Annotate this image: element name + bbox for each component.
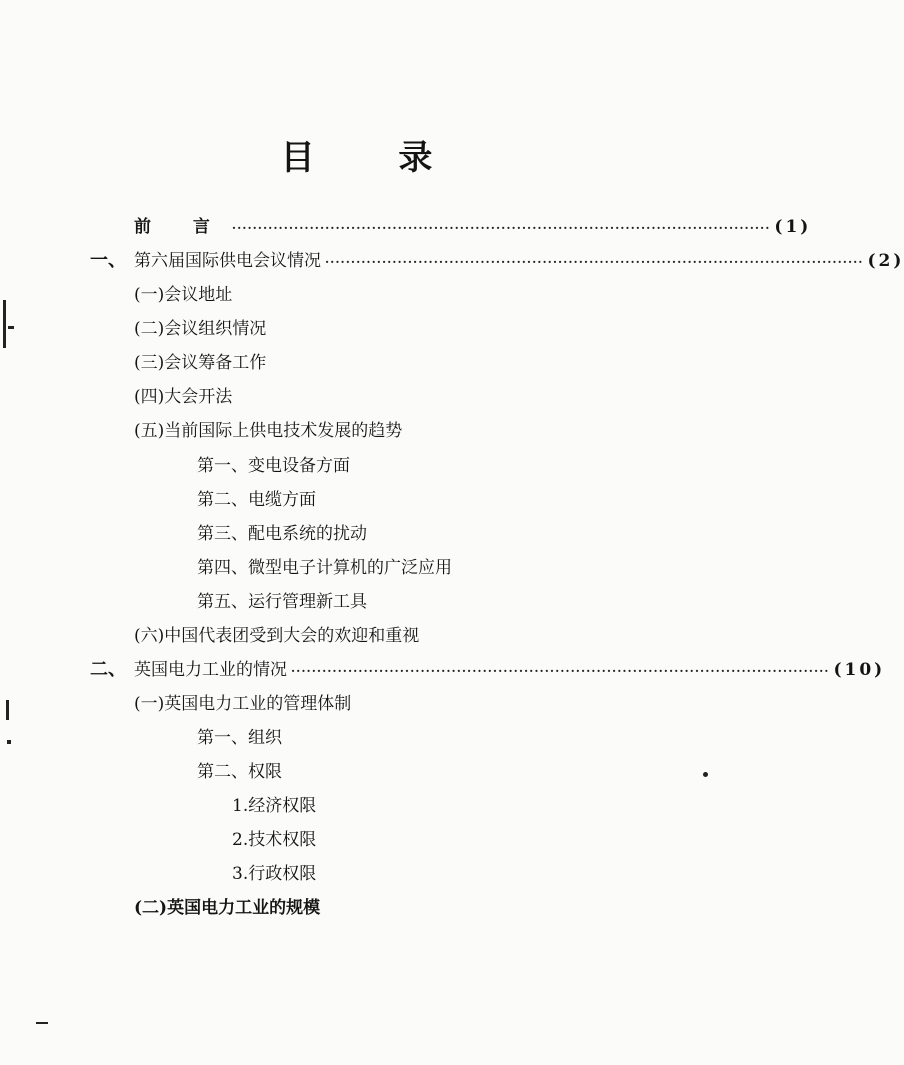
toc-entry-label: (二)英国电力工业的规模 (134, 898, 321, 918)
scan-speck (36, 1022, 48, 1024)
section-number: 一、 (90, 250, 126, 271)
toc-entry[interactable] (197, 450, 350, 482)
toc-entry-label: (三)会议筹备工作 (134, 353, 267, 373)
toc-entry[interactable] (197, 518, 367, 550)
toc-entry[interactable] (134, 415, 402, 447)
toc-entry[interactable] (134, 347, 266, 379)
toc-entry[interactable] (134, 381, 232, 413)
toc-entry[interactable] (232, 824, 316, 856)
toc-entry[interactable] (197, 756, 282, 788)
toc-entry-label: 第二、权限 (197, 762, 282, 782)
toc-entry[interactable] (197, 586, 367, 618)
toc-entry-label: 第二、电缆方面 (197, 490, 316, 510)
scan-speck (7, 740, 11, 744)
toc-entry-label: (六)中国代表团受到大会的欢迎和重视 (134, 626, 420, 646)
toc-entry-label: 英国电力工业的情况 (134, 660, 287, 680)
dot-leader: ········································································································ (231, 221, 771, 235)
toc-entry[interactable] (134, 620, 419, 652)
toc-entry-label: 第四、微型电子计算机的广泛应用 (197, 558, 452, 578)
toc-entry[interactable] (134, 279, 232, 311)
scan-speck (8, 326, 14, 329)
toc-entry[interactable] (134, 892, 320, 924)
toc-page-number: (2) (867, 251, 904, 271)
toc-entry-label: 前 言 (134, 217, 228, 237)
dot-leader: ········································································································ (325, 255, 864, 269)
section-number: 二、 (90, 659, 126, 680)
scan-speck (3, 300, 6, 348)
toc-entry-label: (五)当前国际上供电技术发展的趋势 (134, 421, 403, 441)
toc-entry-section-2[interactable] (134, 654, 886, 686)
toc-entry-label: 第一、变电设备方面 (197, 456, 350, 476)
toc-entry-label: (二)会议组织情况 (134, 319, 267, 339)
toc-entry-label: (一)会议地址 (134, 285, 233, 305)
toc-entry[interactable] (232, 858, 316, 890)
toc-entry-label: (四)大会开法 (134, 387, 233, 407)
scan-speck (6, 700, 9, 720)
toc-page-number: (10) (833, 660, 886, 680)
toc-entry[interactable] (197, 552, 452, 584)
toc-page-number: (1) (774, 217, 812, 237)
toc-entry-label: 第六届国际供电会议情况 (134, 251, 321, 271)
toc-entry-label: 3.行政权限 (232, 864, 317, 884)
toc-entry-label: 第三、配电系统的扰动 (197, 524, 367, 544)
scan-speck (703, 772, 708, 777)
toc-entry-label: 第五、运行管理新工具 (197, 592, 367, 612)
toc-entry[interactable] (197, 722, 282, 754)
toc-entry-section-1[interactable] (134, 245, 904, 277)
toc-entry[interactable] (134, 688, 351, 720)
page-title: 目 录 (280, 138, 469, 178)
toc-entry-label: 第一、组织 (197, 728, 282, 748)
toc-entry[interactable] (232, 790, 316, 822)
toc-entry-label: 1.经济权限 (232, 796, 317, 816)
toc-entry-label: (一)英国电力工业的管理体制 (134, 694, 352, 714)
toc-entry-preface[interactable] (134, 211, 812, 243)
dot-leader: ········································································································ (291, 664, 830, 678)
toc-entry[interactable] (197, 484, 316, 516)
toc-entry-label: 2.技术权限 (232, 830, 317, 850)
toc-entry[interactable] (134, 313, 266, 345)
